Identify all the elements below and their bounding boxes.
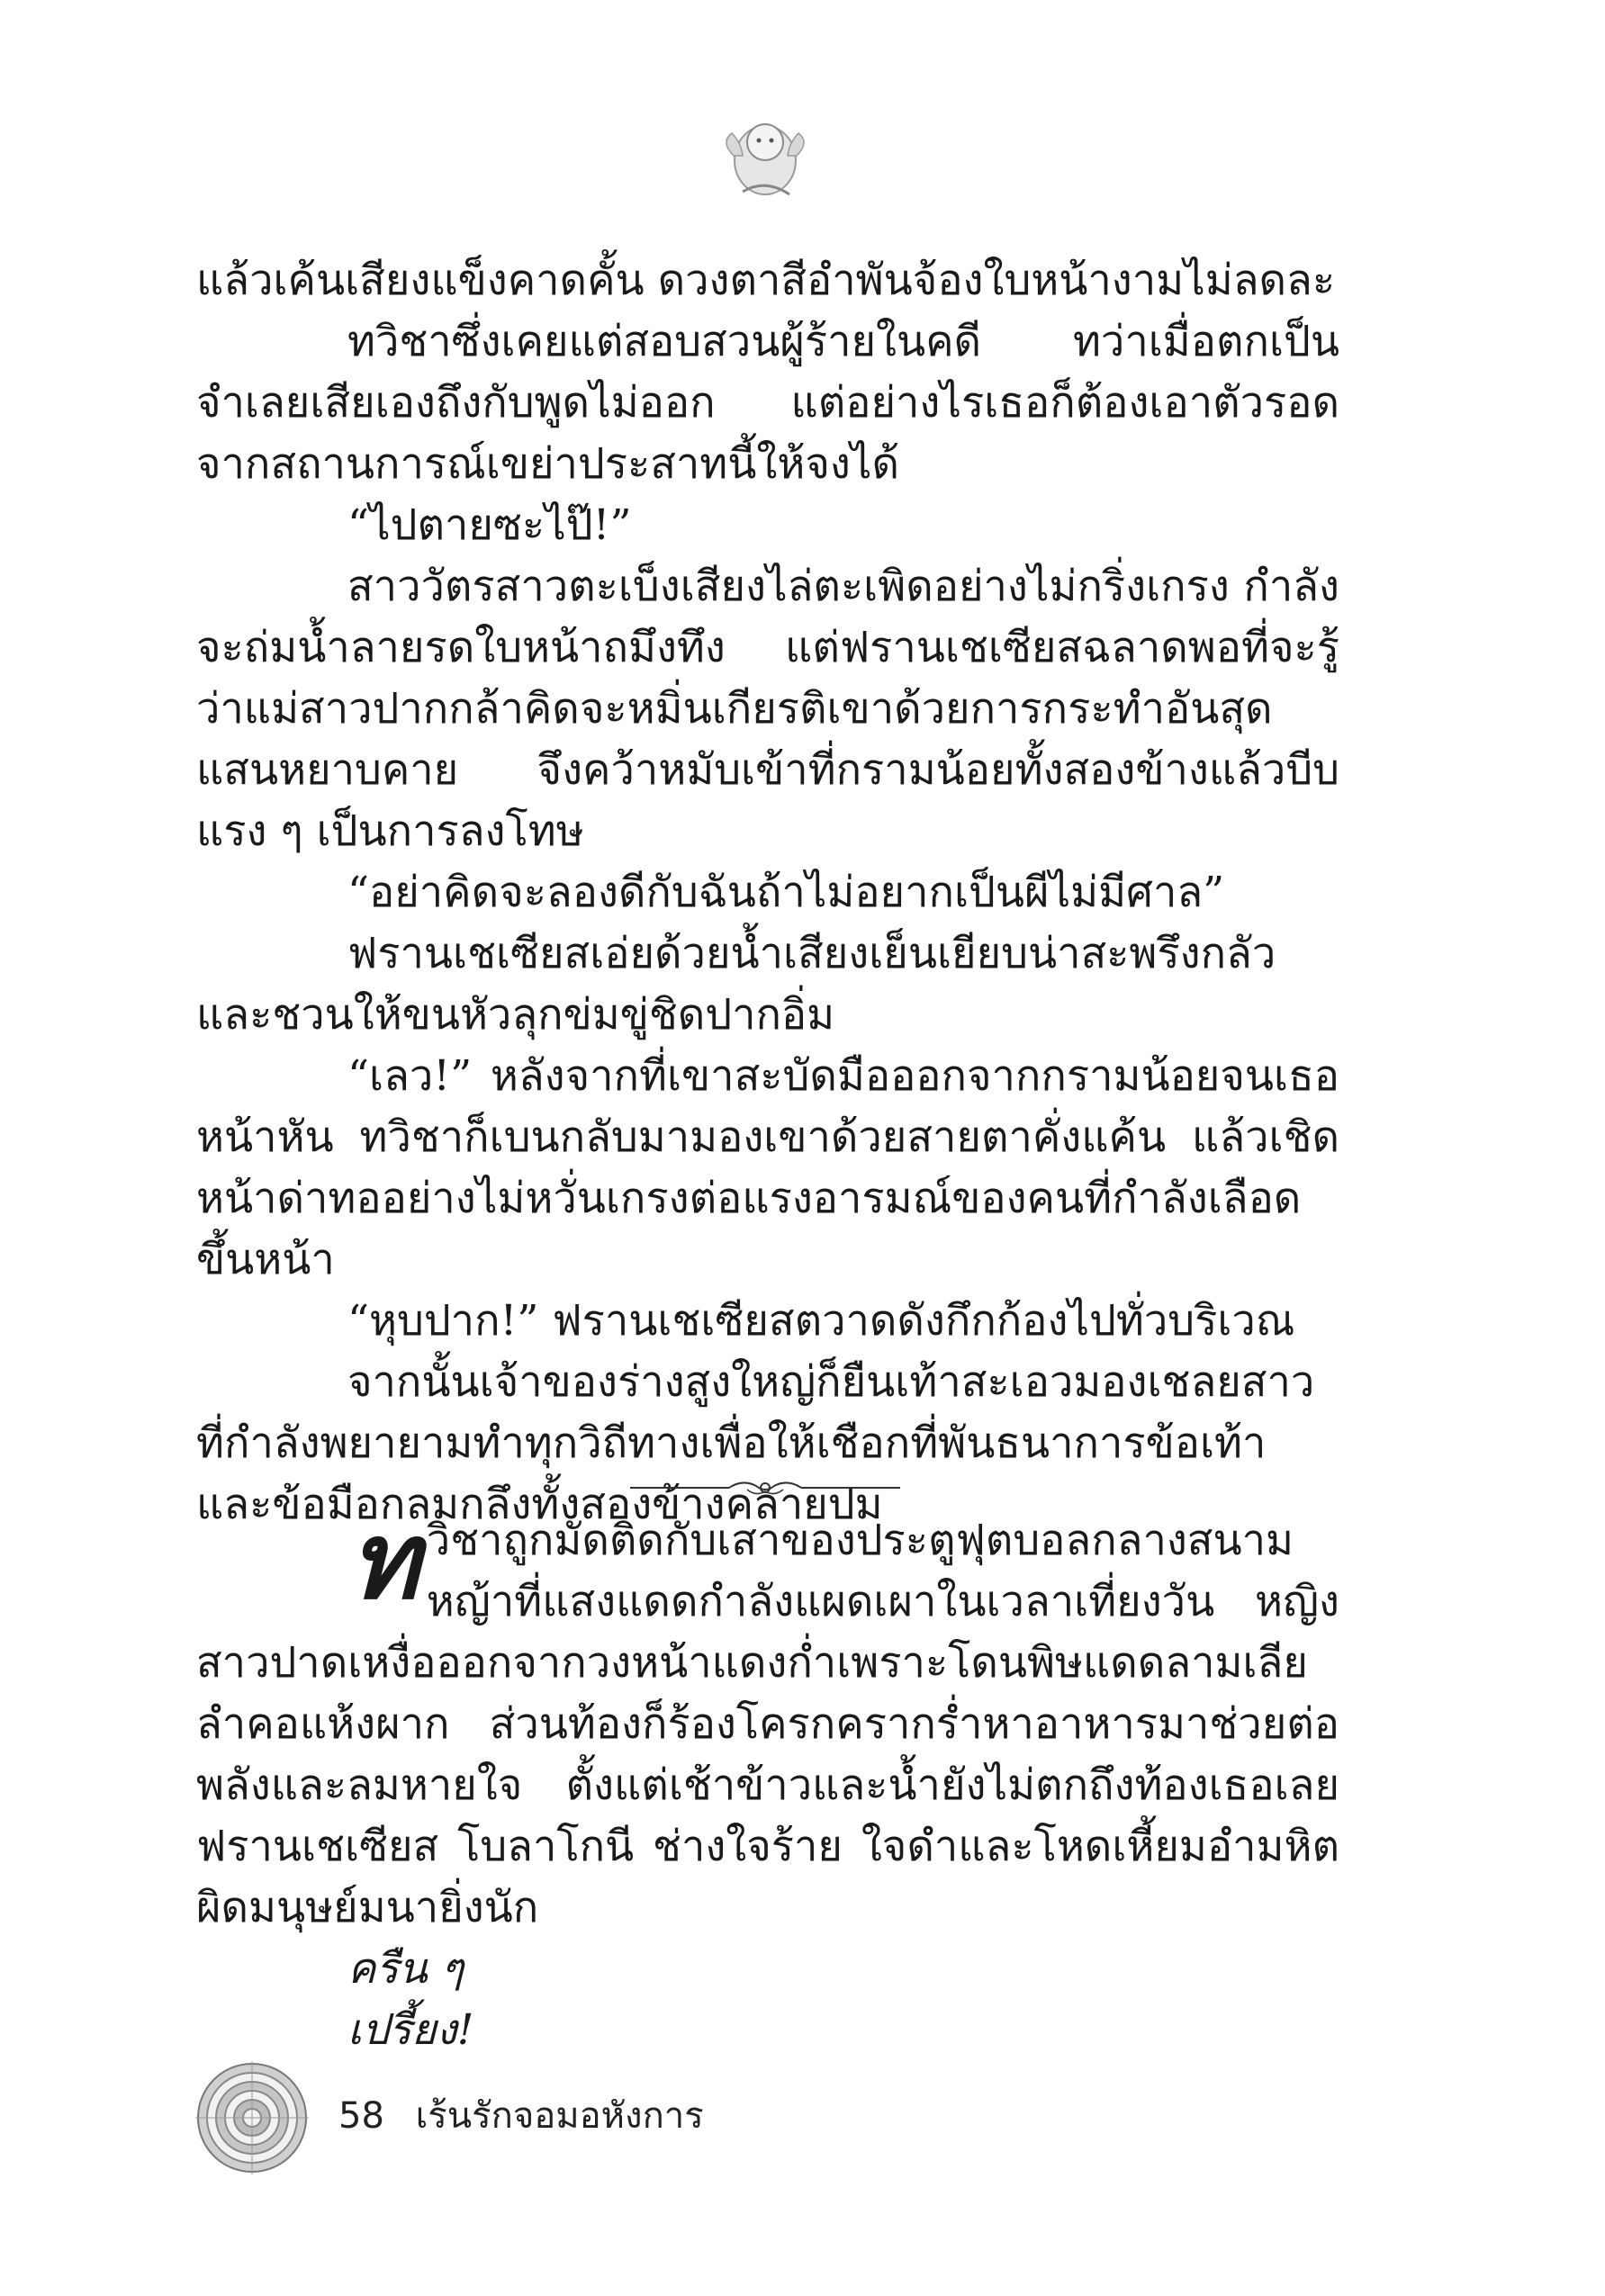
sound-effect: เปรี้ยง! xyxy=(347,2005,474,2055)
sound-effect: ครืน ๆ xyxy=(347,1944,464,1994)
dialogue-line: “อย่าคิดจะลองดีกับฉันถ้าไม่อยากเป็นผีไม่มีศาล” xyxy=(347,868,1225,917)
page-footer xyxy=(338,2093,724,2138)
book-title: เร้นรักจอมอหังการ xyxy=(415,2095,704,2137)
main-text-block xyxy=(196,250,1339,1535)
section-divider-ornament-icon xyxy=(630,1470,900,1506)
target-ornament-icon xyxy=(194,2059,311,2176)
paragraph: สาววัตรสาวตะเบ็งเสียงไล่ตะเพิดอย่างไม่กริ่งเกรง กำลังจะถ่มน้ำลายรดใบหน้าถมึงทึง แต่ฟรานเชเซียสฉลาดพอที่จะรู้ว่าแม่สาวปากกล้าคิดจะหมิ่นเกียรติเขาด้วยการกระทำอันสุดแสนหยาบคาย จึงคว้าหมับเข้าที่กรามน้อยทั้งสองข้างแล้วบีบแรง ๆ เป็นการลงโทษ xyxy=(196,562,1339,856)
page-number: 58 xyxy=(338,2095,384,2137)
section-two-text xyxy=(196,1498,1339,2061)
dialogue-line: “หุบปาก!” ฟรานเชเซียสตวาดดังกึกก้องไปทั่วบริเวณ xyxy=(347,1296,1295,1346)
cherub-ornament-icon xyxy=(716,106,815,205)
paragraph: แล้วเค้นเสียงแข็งคาดคั้น ดวงตาสีอำพันจ้องใบหน้างามไม่ลดละ xyxy=(196,256,1336,305)
paragraph: วิชาถูกมัดติดกับเสาของประตูฟุตบอลกลางสนามหญ้าที่แสงแดดกำลังแผดเผาในเวลาเที่ยงวัน หญิงสาวปาดเหงื่อออกจากวงหน้าแดงก่ำเพราะโดนพิษแดดลามเลีย ลำคอแห้งผาก ส่วนท้องก็ร้องโครกครากร่ำหาอาหารมาช่วยต่อพลังและลมหายใจ ตั้งแต่เช้าข้าวและน้ำยังไม่ตกถึงท้องเธอเลย ฟรานเชเซียส โบลาโกนี ช่างใจร้าย ใจดำและโหดเหี้ยมอำมหิตผิดมนุษย์มนายิ่งนัก xyxy=(196,1516,1339,1932)
dialogue-line: “ไปตายซะไป๊!” xyxy=(347,500,632,550)
paragraph: ทวิชาซึ่งเคยแต่สอบสวนผู้ร้ายในคดี ทว่าเมื่อตกเป็นจำเลยเสียเองถึงกับพูดไม่ออก แต่อย่างไรเธอก็ต้องเอาตัวรอดจากสถานการณ์เขย่าประสาทนี้ให้จงได้ xyxy=(196,317,1339,489)
paragraph: จากนั้นเจ้าของร่างสูงใหญ่ก็ยืนเท้าสะเอวมองเชลยสาวที่กำลังพยายามทำทุกวิถีทางเพื่อให้เชือกที่พันธนาการข้อเท้าและข้อมือกลมกลึงทั้งสองข้างคลายปม xyxy=(196,1357,1315,1529)
paragraph: ฟรานเชเซียสเอ่ยด้วยน้ำเสียงเย็นเยียบน่าสะพรึงกลัวและชวนให้ขนหัวลุกข่มขู่ชิดปากอิ่ม xyxy=(196,929,1276,1040)
paragraph: “เลว!” หลังจากที่เขาสะบัดมือออกจากกรามน้อยจนเธอหน้าหัน ทวิชาก็เบนกลับมามองเขาด้วยสายตาคั่งแค้น แล้วเชิดหน้าด่าทออย่างไม่หวั่นเกรงต่อแรงอารมณ์ของคนที่กำลังเลือดขึ้นหน้า xyxy=(196,1051,1339,1284)
drop-cap: ท xyxy=(349,1498,419,1623)
